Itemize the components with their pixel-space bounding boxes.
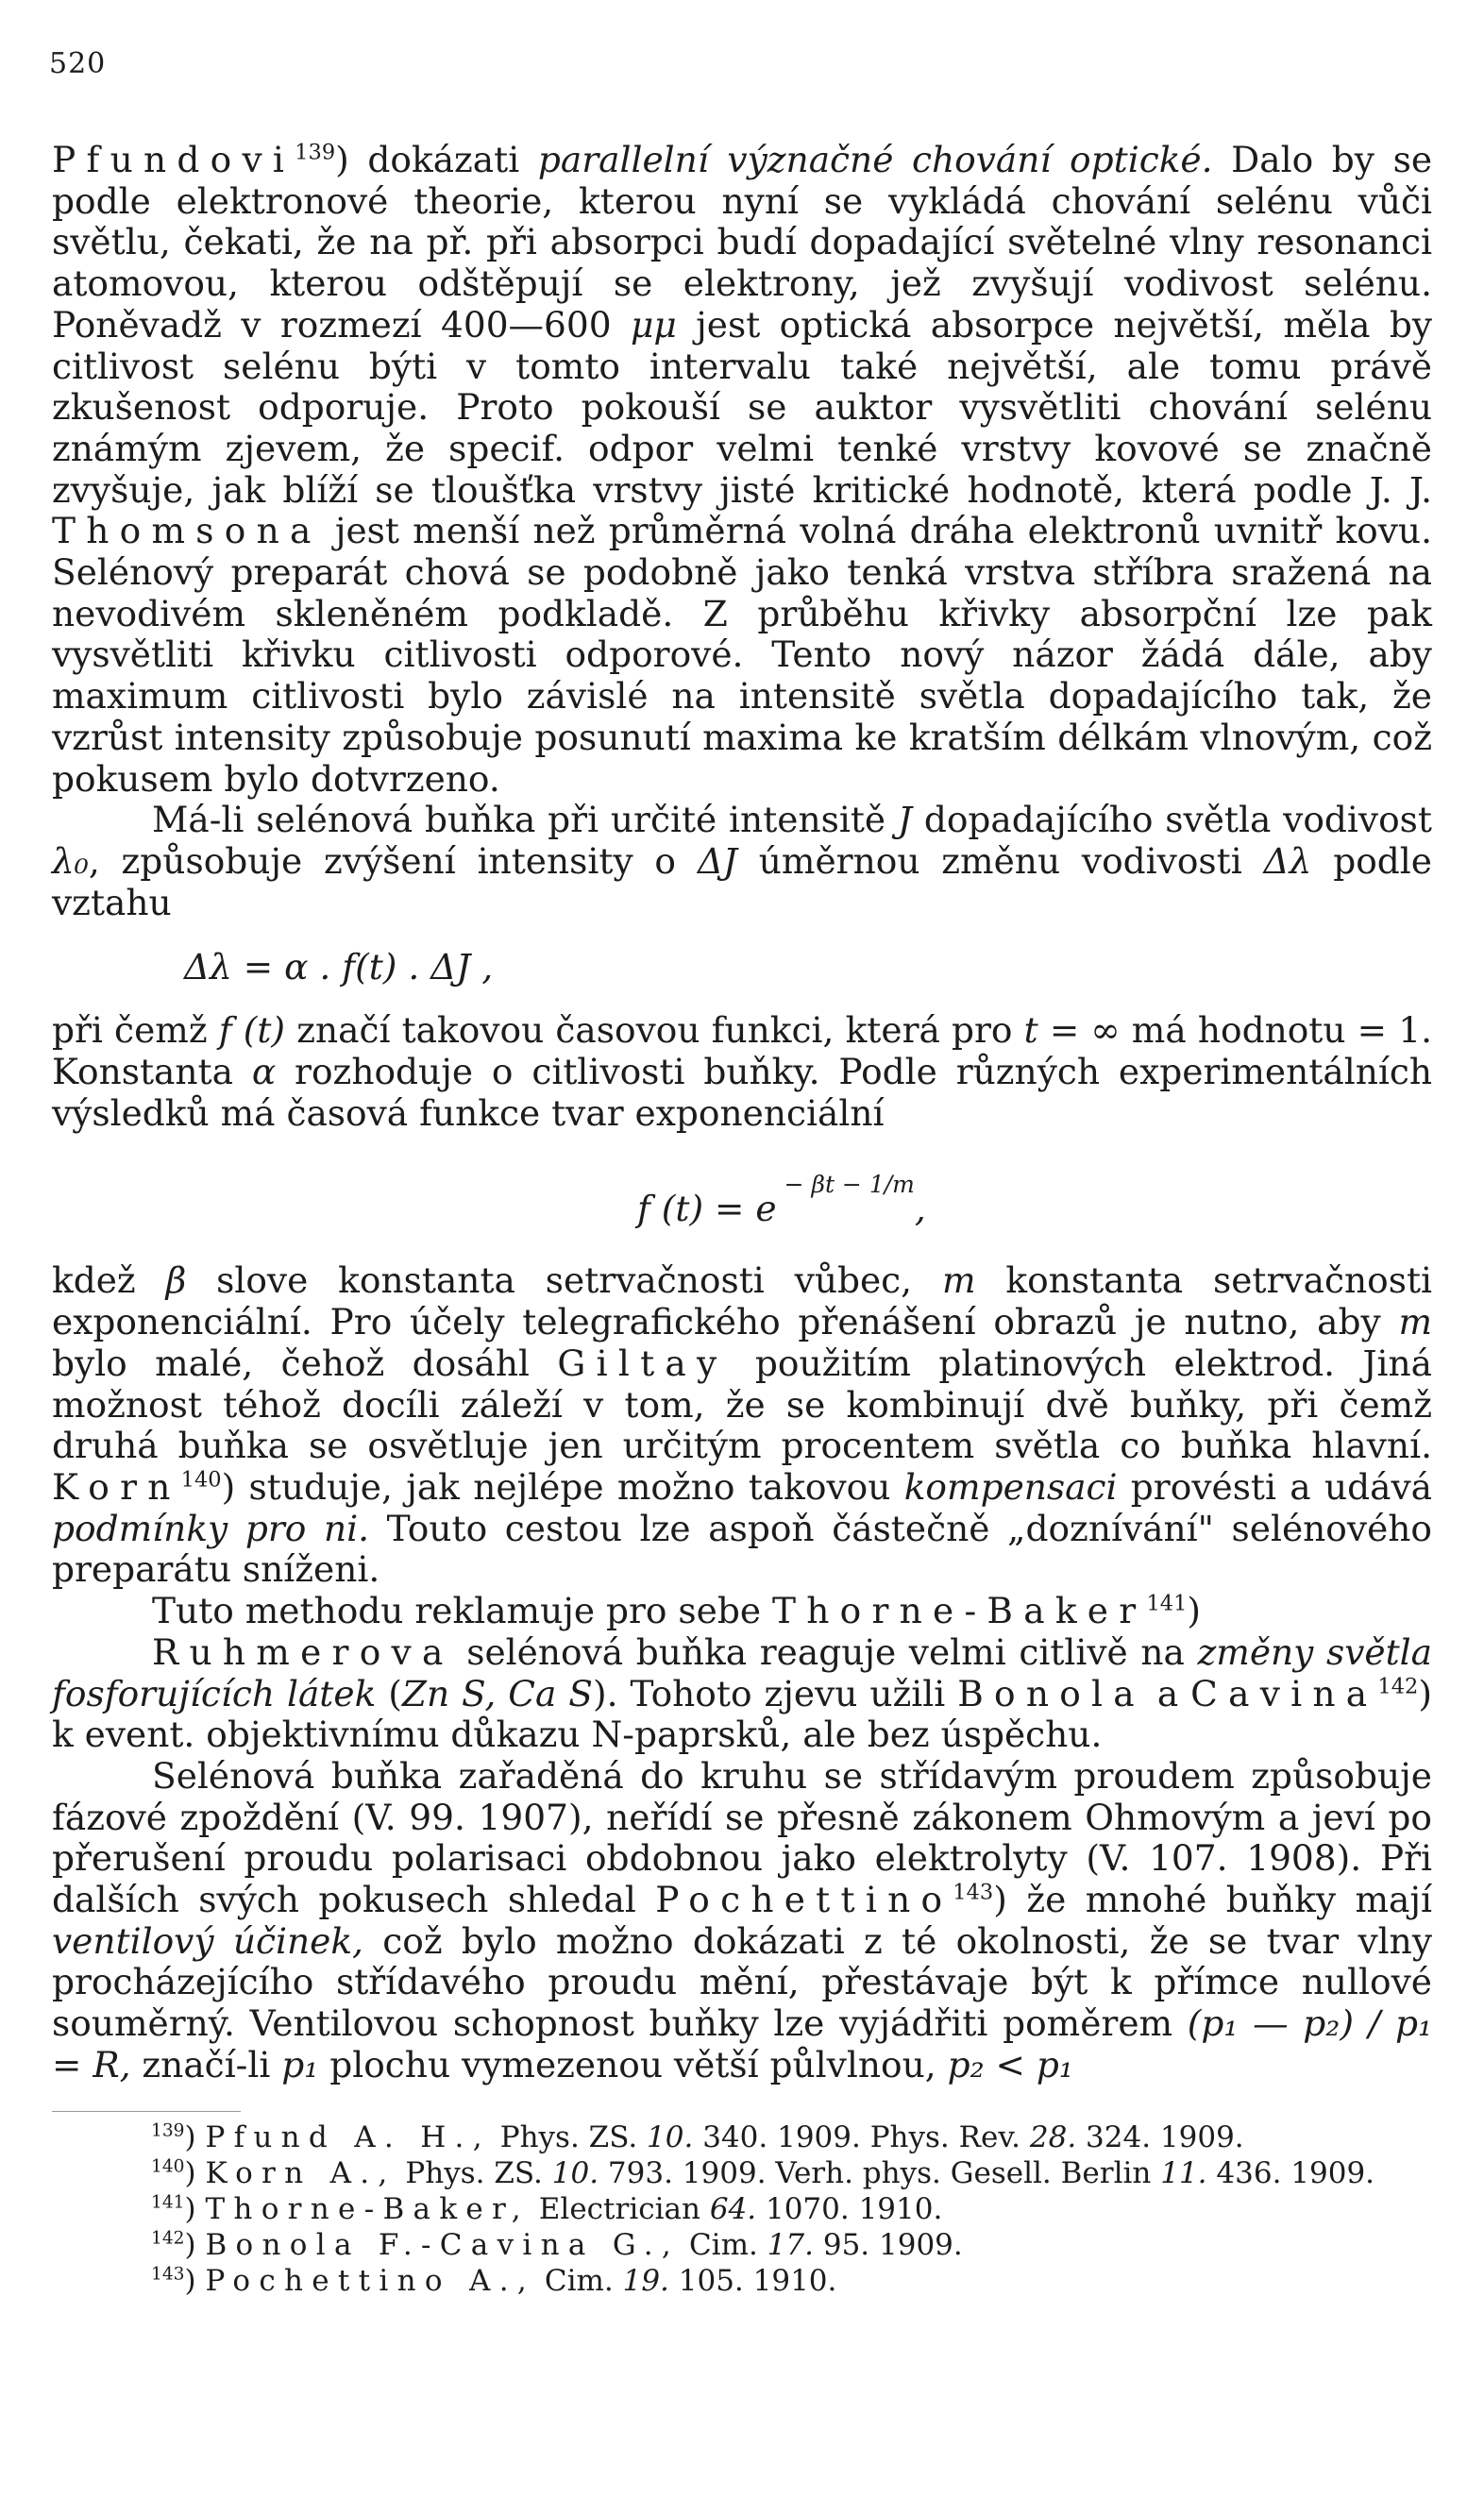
footnote-number: 142 — [151, 2228, 185, 2249]
footnote-volume: 28. — [1029, 2119, 1077, 2154]
footnote-text: Electrician — [529, 2191, 710, 2226]
footnote-text: Phys. ZS. — [490, 2119, 648, 2154]
text-run: dopadajícího světla vodivost — [912, 799, 1432, 841]
footnote-volume: 19. — [622, 2263, 669, 2298]
text-run: značí takovou časovou funkci, která pro — [285, 1009, 1024, 1052]
footnote-author: Thorne-Baker, — [205, 2191, 530, 2226]
math-symbol: λ₀ — [52, 839, 89, 882]
text-run: provésti a udává — [1117, 1465, 1432, 1508]
formula-2 — [52, 1134, 1432, 1260]
paragraph-4 — [52, 1260, 1432, 1591]
text-run: má hodnotu = 1. Konstanta — [52, 1009, 1433, 1093]
footnote-text: Cim. — [680, 2227, 767, 2262]
footnote-ref-142: 142 — [1377, 1674, 1419, 1698]
author-ruhmer: Ruhmerova — [152, 1630, 454, 1673]
text-run: ) dokázati — [335, 139, 538, 180]
text-run: použitím platinových elektrod. Jiná možnost téhož docíli záleží v tom, že se kombinují dvě buňky, při čemž druhá buňka se osvětluje jen určitým procentem světla co buňka hlavní. — [52, 1342, 1432, 1467]
math-symbol: m — [1398, 1301, 1432, 1343]
math-symbol: t = ∞ — [1023, 1009, 1121, 1052]
text-run: podle vztahu — [52, 839, 1432, 923]
author-pfund: Pfundovi — [52, 139, 295, 180]
emphasis: ventilový účinek, — [52, 1919, 363, 1962]
formula-2-end: , — [914, 1188, 926, 1230]
emphasis: parallelní význačné chování optické. — [537, 139, 1213, 180]
formula-2-exponent: − βt − 1/m — [784, 1171, 915, 1199]
footnote-number: 143 — [151, 2264, 185, 2285]
footnote-139: $^{139}$) Pfund A. H., Phys. ZS. 10. 340. 1909. Phys. Rev. 28. 324. 1909. — [151, 2119, 1244, 2154]
math-symbol: μμ — [631, 303, 677, 346]
footnote-ref-141: 141 — [1146, 1591, 1188, 1616]
footnote-text: 1070. 1910. — [756, 2191, 943, 2226]
footnote-text: Cim. — [535, 2263, 623, 2298]
author-bonola: Bonola — [957, 1672, 1145, 1714]
text-run: slove konstanta setrvačnosti vůbec, — [186, 1259, 942, 1302]
formula-2-base: f (t) = e — [637, 1188, 777, 1230]
footnote-volume: 10. — [647, 2119, 694, 2154]
text-run: Touto cestou lze aspoň částečně „doznívání" selénového preparátu sníženi. — [52, 1507, 1432, 1591]
text-run: což bylo možno dokázati z té okolnosti, že se tvar vlny procházejícího střídavého proudu mění, přestávaje být k přímce nullové souměrný. Ventilovou schopnost buňky lze vyjádřiti poměrem — [52, 1919, 1433, 2045]
emphasis: podmínky pro ni. — [52, 1507, 370, 1549]
paragraph-3 — [52, 1010, 1432, 1134]
page-number: 520 — [49, 47, 107, 80]
footnote-author: Pfund A. H., — [205, 2119, 491, 2154]
text-run: jest optická absorpce největší, měla by citlivost selénu býti v tomto intervalu také největší, ale tomu právě zkušenost odporuje. Proto pokouší se auktor vysvětliti chování selénu známým zjevem, že specif. odpor velmi tenké vrstvy kovové se značně zvyšuje, jak blíží se tloušťka vrstvy jisté kritické hodnotě, která podle J. J. — [52, 303, 1433, 511]
footnote-volume: 64. — [709, 2191, 757, 2226]
math-symbol: J — [897, 799, 912, 841]
body-text — [52, 140, 1432, 2299]
footnote-ref-143: 143 — [953, 1880, 994, 1905]
math-expression: (p₁ — p₂) / p₁ = R, — [52, 2002, 1432, 2085]
paragraph-1 — [52, 140, 1432, 800]
text-run: plochu vymezenou větší půlvlnou, — [318, 2043, 948, 2085]
footnote-143: $^{143}$) Pochettino A., Cim. 19. 105. 1910. — [151, 2263, 837, 2298]
footnote-text: 436. 1909. — [1206, 2155, 1375, 2190]
footnote-text: Phys. ZS. — [396, 2155, 552, 2190]
math-symbol: p₁ — [281, 2043, 319, 2085]
paragraph-2 — [52, 800, 1432, 923]
footnote-text: 105. 1910. — [668, 2263, 837, 2298]
text-run: při čemž — [52, 1009, 219, 1052]
text-run: konstanta setrvačnosti exponenciální. Pro účely telegrafického přenášení obrazů je nutno, aby — [52, 1259, 1433, 1343]
footnote-number: 141 — [151, 2192, 185, 2213]
footnote-ref-140: 140 — [180, 1467, 222, 1493]
footnote-divider — [52, 2111, 241, 2112]
author-korn: Korn — [52, 1465, 181, 1508]
footnotes — [52, 2119, 1432, 2299]
footnote-ref-139: 139 — [295, 140, 336, 165]
text-run: , způsobuje zvýšení intensity o — [88, 839, 698, 882]
math-symbol: m — [941, 1259, 976, 1302]
paragraph-5 — [52, 1591, 1432, 1632]
math-symbol: β — [165, 1259, 187, 1302]
footnote-author: Korn A., — [205, 2155, 396, 2190]
footnote-number: 139 — [151, 2120, 185, 2141]
text-run: ) že mnohé buňky mají — [993, 1879, 1432, 1921]
text-run: značí-li — [130, 2043, 282, 2085]
footnote-140: $^{140}$) Korn A., Phys. ZS. 10. 793. 1909. Verh. phys. Gesell. Berlin 11. 436. 1909. — [151, 2155, 1375, 2190]
formula-1: Δλ = α . f(t) . ΔJ , — [184, 946, 494, 988]
footnote-volume: 10. — [551, 2155, 599, 2190]
text-run: selénová buňka reaguje velmi citlivě na — [453, 1630, 1198, 1673]
footnote-volume: 11. — [1160, 2155, 1207, 2190]
text-run: kdež — [52, 1259, 166, 1302]
footnote-text: 340. 1909. Phys. Rev. — [693, 2119, 1030, 2154]
footnote-author: Pochettino A., — [205, 2263, 535, 2298]
math-symbol: f (t) — [218, 1009, 286, 1052]
footnote-volume: 17. — [767, 2227, 814, 2262]
paragraph-6 — [52, 1632, 1432, 1756]
footnote-number: 140 — [151, 2156, 185, 2177]
text-run: jest menší než průměrná volná dráha elektronů uvnitř kovu. Selénový preparát chová se podobně jako tenká vrstva stříbra sražená na nevodivém skleněném podkladě. Z průběhu křivky absorpční lze pak vysvětliti křivku citlivosti odporové. Tento nový názor žádá dále, aby maximum citlivosti bylo závislé na intensitě světla dopadajícího tak, že vzrůst intensity způsobuje posunutí maxima ke kratším délkám vlnovým, což pokusem bylo dotvrzeno. — [52, 510, 1432, 800]
text-run: ) k event. objektivnímu důkazu N-paprsků, ale bez úspěchu. — [52, 1672, 1433, 1756]
text-run: ( — [376, 1672, 402, 1714]
footnote-text: 793. 1909. Verh. phys. Gesell. Berlin — [599, 2155, 1161, 2190]
emphasis: kompensaci — [903, 1465, 1118, 1508]
author-pochettino: Pochettino — [655, 1879, 953, 1921]
math-symbol: Δλ — [1263, 839, 1312, 882]
author-thorne-baker: Thorne-Baker — [771, 1590, 1147, 1632]
footnote-142: $^{142}$) Bonola F.-Cavina G., Cim. 17. 95. 1909. — [151, 2227, 963, 2262]
text-run: ) — [1187, 1590, 1202, 1632]
text-run: Selénová buňka zařaděná do kruhu se střídavým proudem způsobuje fázové zpoždění (V. 99. 1907), neřídí se přesně zákonem Ohmovým a jeví po přerušení proudu polarisaci obdobnou jako elektrolyty (V. 107. 1908). Při dalších svých pokusech shledal — [52, 1754, 1432, 1921]
text-run: Má-li selénová buňka při určité intensitě — [152, 799, 898, 841]
text-run: ) studuje, jak nejlépe možno takovou — [221, 1465, 904, 1508]
author-giltay: Giltay — [557, 1342, 728, 1384]
math-symbol: ΔJ — [697, 839, 737, 882]
footnote-author: Bonola F.-Cavina G., — [205, 2227, 681, 2262]
text-run: rozhoduje o citlivosti buňky. Podle různých experimentálních výsledků má časová funkce tvar exponenciální — [52, 1051, 1432, 1134]
text-run: a — [1144, 1672, 1191, 1714]
footnote-text: 95. 1909. — [814, 2227, 963, 2262]
text-run: úměrnou změnu vodivosti — [736, 839, 1264, 882]
text-run: Tuto methodu reklamuje pro sebe — [152, 1590, 772, 1632]
author-thomson: Thomsona — [52, 510, 322, 552]
emphasis: Zn S, Ca S — [401, 1672, 593, 1714]
footnote-141: $^{141}$) Thorne-Baker, Electrician 64. 1070. 1910. — [151, 2191, 943, 2226]
text-run: ). Tohoto zjevu užili — [592, 1672, 958, 1714]
footnote-text: 324. 1909. — [1076, 2119, 1244, 2154]
math-symbol: α — [251, 1051, 277, 1093]
text-run: Dalo by se podle elektronové theorie, kterou nyní se vykládá chování selénu vůči světlu, čekati, že na př. při absorpci budí dopadající světelné vlny resonanci atomovou, kterou odštěpují se elektrony, jež zvyšují vodivost selénu. Poněvadž v rozmezí 400—600 — [52, 139, 1433, 346]
paragraph-7 — [52, 1756, 1432, 2086]
text-run: bylo malé, čehož dosáhl — [52, 1342, 558, 1384]
author-cavina: Cavina — [1190, 1672, 1378, 1714]
math-expression: p₂ < p₁ — [947, 2043, 1073, 2085]
emphasis: změny světla fosforujících látek — [52, 1630, 1433, 1714]
